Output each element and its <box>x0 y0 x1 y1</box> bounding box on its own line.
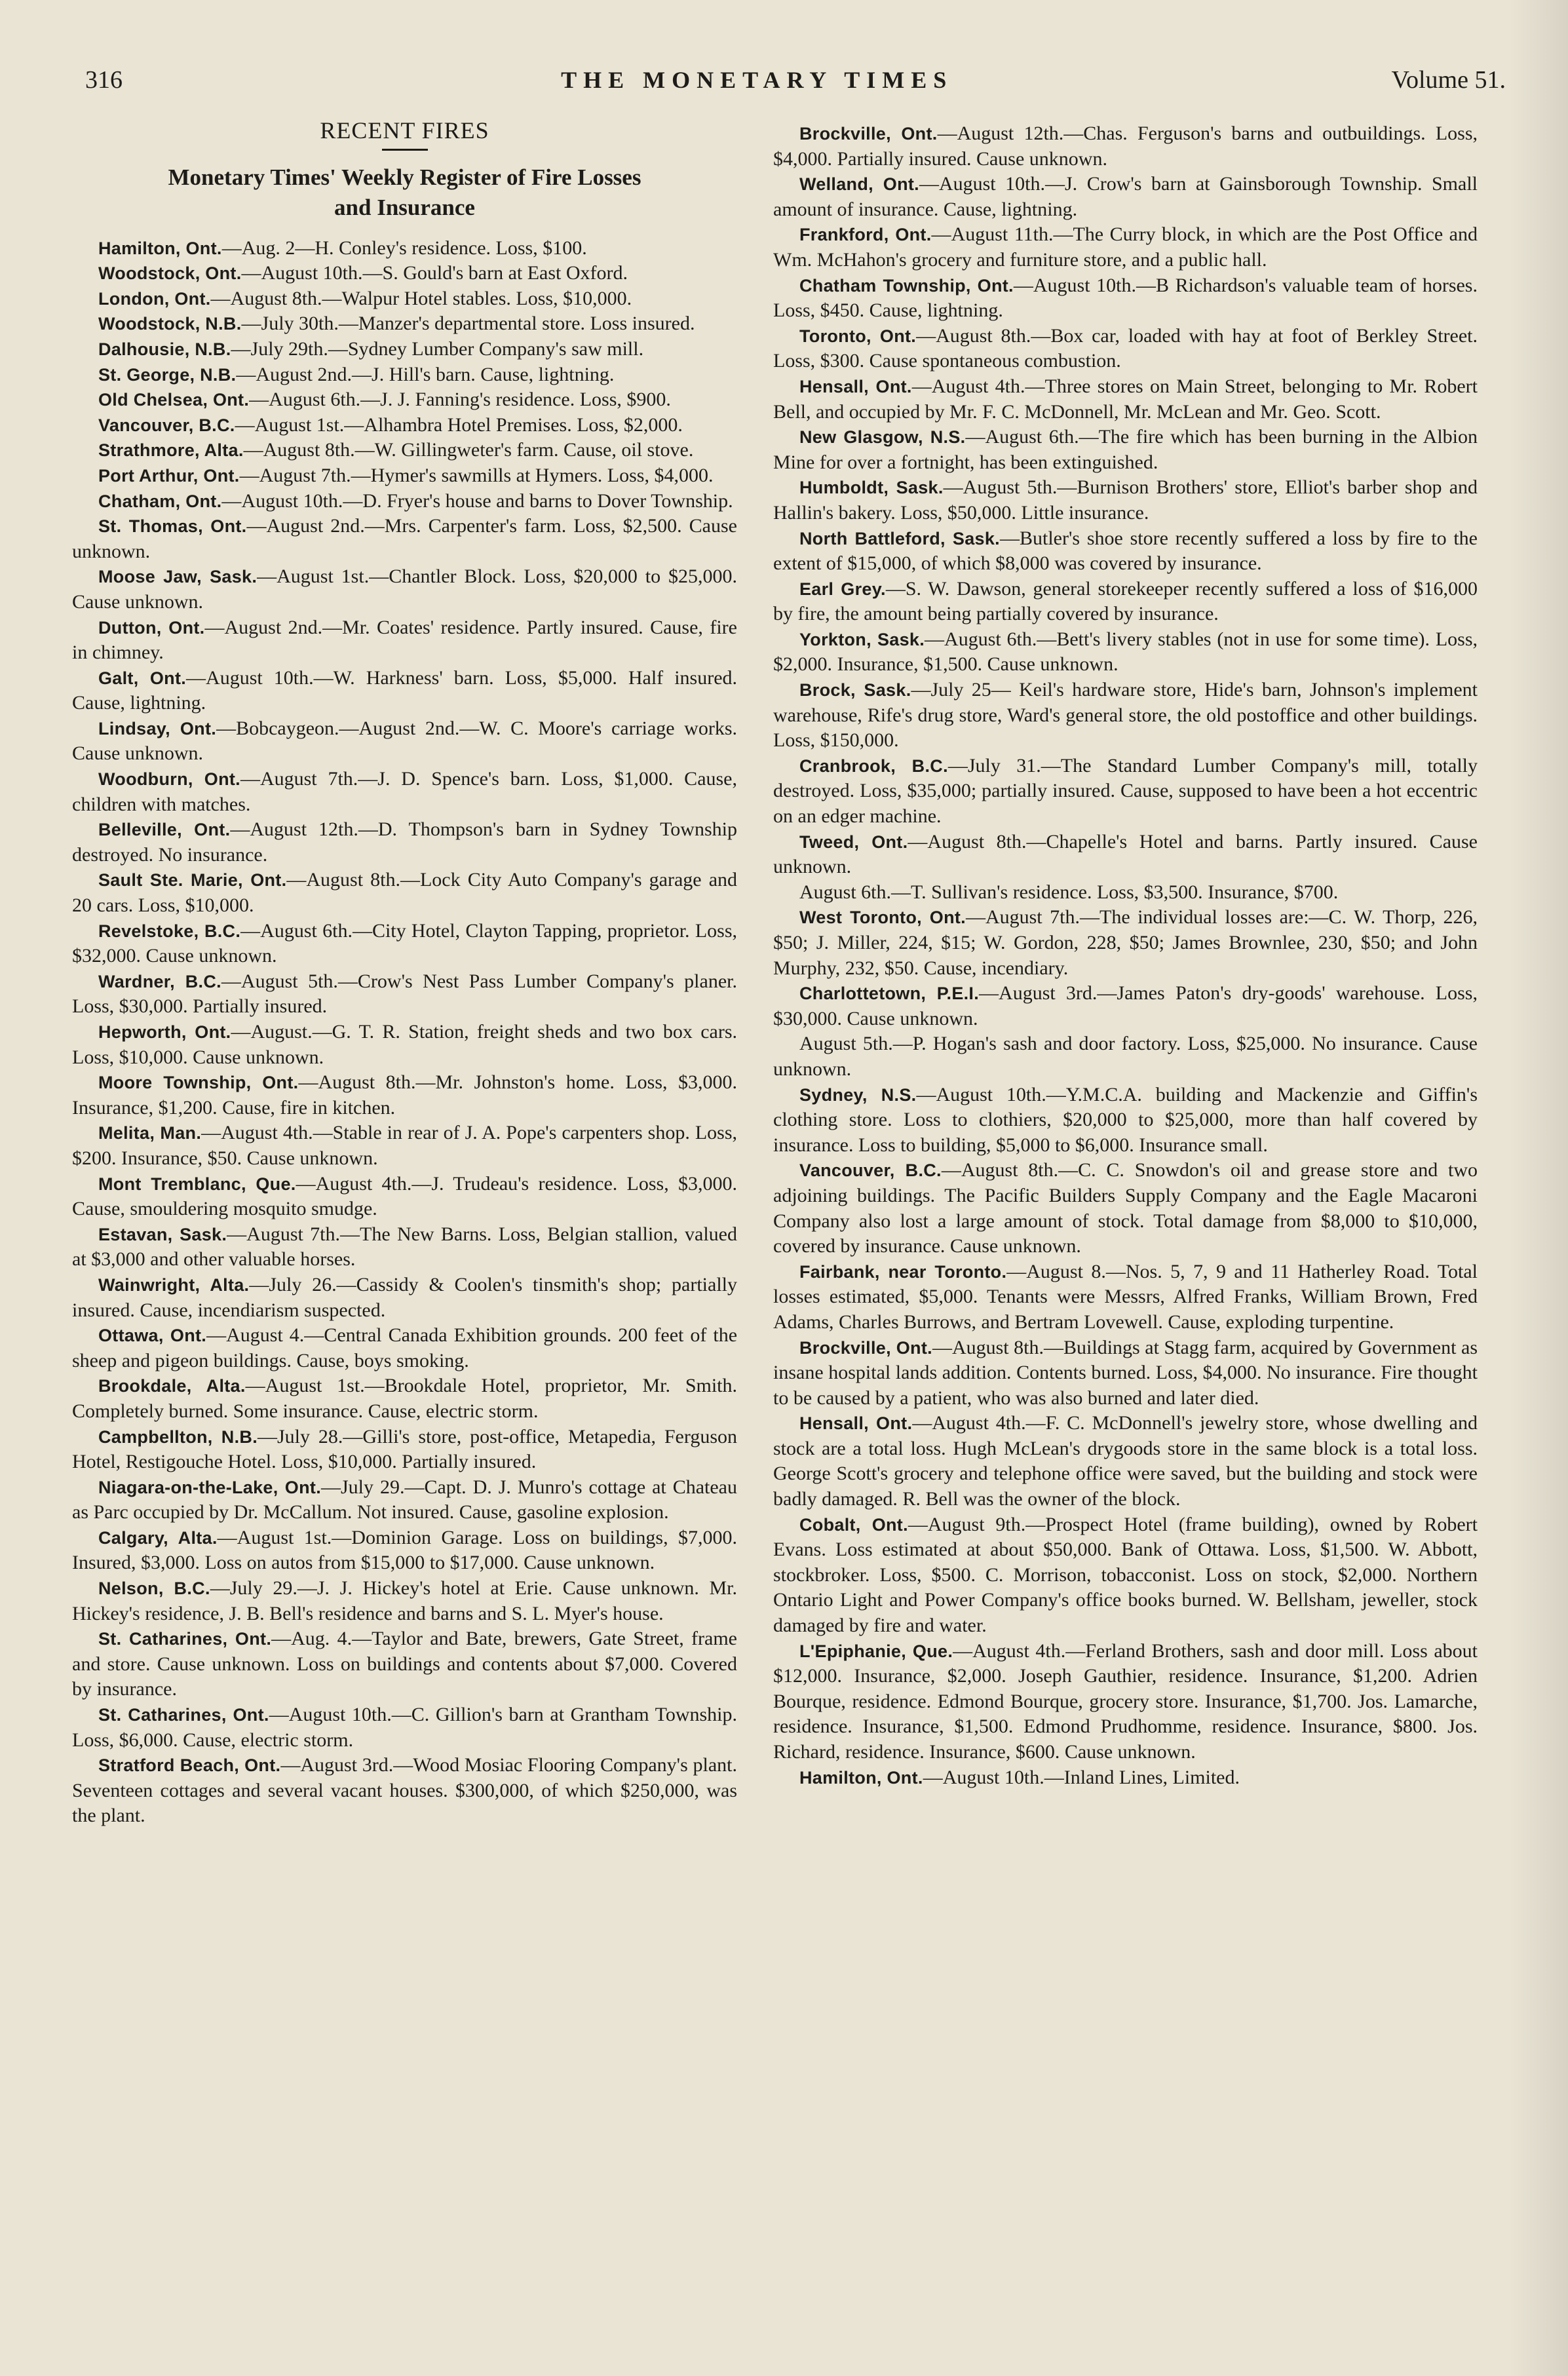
fire-entry <box>72 311 737 337</box>
entry-place: Hensall, Ont. <box>799 376 912 396</box>
fire-entry <box>773 172 1478 222</box>
entry-place: Brookdale, Alta. <box>98 1376 246 1396</box>
entry-details: —August 3rd.—James Paton's dry-goods' warehouse. Loss, $30,000. Cause unknown. <box>773 982 1478 1029</box>
entry-place: Frankford, Ont. <box>799 225 932 245</box>
entry-details: —August.—G. T. R. Station, freight sheds and two box cars. Loss, $10,000. Cause unknown. <box>72 1021 737 1068</box>
entry-details: —August 4th.—Three stores on Main Street, belonging to Mr. Robert Bell, and occupied by Mr. F. C. McDonnell, Mr. McLean and Mr. Geo. Scott. <box>773 375 1478 423</box>
entry-details: —July 29.—J. J. Hickey's hotel at Erie. Cause unknown. Mr. Hickey's residence, J. B. Bell's residence and barns and S. L. Myer's house. <box>72 1577 737 1624</box>
entry-details: —August 6th.—J. J. Fanning's residence. Loss, $900. <box>249 389 671 411</box>
right-column <box>773 121 1478 1790</box>
entry-details: —August 5th.—Crow's Nest Pass Lumber Company's planer. Loss, $30,000. Partially insured. <box>72 970 737 1018</box>
fire-entry <box>72 413 737 438</box>
fire-entry <box>773 981 1478 1031</box>
fire-entry <box>773 374 1478 425</box>
fire-entry <box>72 514 737 564</box>
entry-details: —August 10th.—W. Harkness' barn. Loss, $5,000. Half insured. Cause, lightning. <box>72 666 738 714</box>
fire-entry <box>773 1158 1478 1259</box>
entry-details: —August 1st.—Alhambra Hotel Premises. Loss, $2,000. <box>235 413 683 436</box>
entry-details: —August 8th.—C. C. Snowdon's oil and grease store and two adjoining buildings. The Pacific Builders Supply Company and the Eagle Macaroni Company also lost a large amount of stock. Total damage from $8,000 to $10,000, covered by insurance. Cause unknown. <box>773 1159 1478 1257</box>
fire-entry <box>72 1753 737 1829</box>
entry-details: —August 1st.—Chantler Block. Loss, $20,000 to $25,000. Cause unknown. <box>72 565 737 613</box>
entry-place: St. Catharines, Ont. <box>98 1705 269 1725</box>
entry-place: Welland, Ont. <box>799 174 919 195</box>
entry-details: —August 12th.—D. Thompson's barn in Sydney Township destroyed. No insurance. <box>72 818 737 866</box>
entry-details: —August 8th.—W. Gillingweter's farm. Cause, oil stove. <box>243 439 694 461</box>
fire-entry <box>72 1070 737 1121</box>
entry-details: —August 8th.—Box car, loaded with hay at foot of Berkley Street. Loss, $300. Cause spontaneous combustion. <box>773 324 1478 372</box>
fire-entry <box>72 261 737 286</box>
entry-place: Calgary, Alta. <box>98 1527 218 1548</box>
entry-details: —August 10th.—C. Gillion's barn at Grantham Township. Loss, $6,000. Cause, electric storm. <box>72 1704 737 1751</box>
page-number: 316 <box>85 66 123 94</box>
entry-place: St. George, N.B. <box>98 364 237 385</box>
fire-entry <box>773 121 1478 172</box>
entry-details: —August 10th.—J. Crow's barn at Gainsborough Township. Small amount of insurance. Cause, lightning. <box>773 173 1478 220</box>
entry-place: Toronto, Ont. <box>799 326 917 346</box>
entry-details: —August 9th.—Prospect Hotel (frame building), owned by Robert Evans. Loss estimated at about $50,000. Bank of Ottawa. Loss, $1,500. W. Abbott, stockbroker. Loss, $500. C. Morrison, tobacconist. Loss on stock, $2,000. Northern Ontario Light and Power Company's office books burned. W. Bellsham, jeweller, stock damaged by fire and water. <box>773 1513 1478 1637</box>
entry-details: —July 26.—Cassidy & Coolen's tinsmith's shop; partially insured. Cause, incendiarism suspected. <box>72 1273 738 1321</box>
fire-entry <box>72 489 737 514</box>
fire-entry <box>72 1373 737 1424</box>
entry-place: Chatham, Ont. <box>98 491 222 511</box>
subtitle-line-2: and Insurance <box>334 194 475 220</box>
entry-details: —August 4th.—Ferland Brothers, sash and door mill. Loss about $12,000. Insurance, $2,000. Joseph Gauthier, residence. Insurance, $1,200. Adrien Bourque, residence. Edmond Bourque, grocery store. Insurance, $1,700. Jos. Lamarche, residence. Insurance, $1,500. Edmond Prudhomme, residence. Insurance, $800. Jos. Richard, residence. Insurance, $600. Cause unknown. <box>773 1639 1478 1763</box>
entry-details: —August 3rd.—Wood Mosiac Flooring Company's plant. Seventeen cottages and several vacant houses. $300,000, of which $250,000, was the plant. <box>72 1754 737 1827</box>
entry-place: Fairbank, near Toronto. <box>799 1261 1007 1282</box>
entry-place: Hensall, Ont. <box>799 1413 913 1434</box>
entry-place: Chatham Township, Ont. <box>799 275 1014 296</box>
entry-place: Niagara-on-the-Lake, Ont. <box>98 1477 321 1497</box>
fire-entry <box>72 1273 737 1323</box>
entry-details: —August 8th.—Chapelle's Hotel and barns. Partly insured. Cause unknown. <box>773 830 1478 878</box>
fire-entry <box>72 564 737 615</box>
fire-entry <box>72 1525 737 1576</box>
entry-details: —August 10th.—Y.M.C.A. building and Mackenzie and Giffin's clothing store. Loss to clothiers, $20,000 to $25,000, more than half covered by insurance. Loss to building, $5,000 to $6,000. Insurance small. <box>773 1083 1478 1156</box>
fire-entry <box>72 1475 737 1525</box>
entry-place: St. Thomas, Ont. <box>98 516 247 537</box>
fire-entry <box>72 1626 737 1702</box>
entry-details: —Butler's shoe store recently suffered a loss by fire to the extent of $15,000, of which $8,000 was covered by insurance. <box>773 527 1478 575</box>
entry-details: —August 6th.—Bett's livery stables (not in use for some time). Loss, $2,000. Insurance, $1,500. Cause unknown. <box>773 628 1478 676</box>
journal-title: THE MONETARY TIMES <box>561 67 953 93</box>
fire-entry <box>773 273 1478 324</box>
entry-place: Brockville, Ont. <box>799 124 938 144</box>
entry-details: —July 25— Keil's hardware store, Hide's barn, Johnson's implement warehouse, Rife's drug store, Ward's general store, the old postoffice and other buildings. Loss, $150,000. <box>773 679 1478 752</box>
entry-place: London, Ont. <box>98 288 211 309</box>
entry-place: Cobalt, Ont. <box>799 1514 908 1535</box>
entry-place: Dalhousie, N.B. <box>98 339 231 359</box>
entry-place: New Glasgow, N.S. <box>799 427 966 448</box>
entry-place: Hepworth, Ont. <box>98 1022 231 1042</box>
entry-details: —August 12th.—Chas. Ferguson's barns and outbuildings. Loss, $4,000. Partially insured. Cause unknown. <box>773 123 1478 170</box>
section-title: RECENT FIRES <box>320 117 489 144</box>
fire-entry <box>773 1765 1478 1791</box>
fire-entry <box>773 905 1478 981</box>
title-rule <box>382 149 428 151</box>
entry-place: Hamilton, Ont. <box>98 238 222 258</box>
entry-place: Wardner, B.C. <box>98 971 221 991</box>
entry-place: Moose Jaw, Sask. <box>98 567 258 587</box>
fire-entry <box>72 1702 737 1753</box>
fire-entry <box>72 1576 737 1626</box>
fire-entry <box>72 1323 737 1373</box>
entry-place: Old Chelsea, Ont. <box>98 390 250 410</box>
fire-entry <box>773 754 1478 830</box>
entry-details: —August 1st.—Dominion Garage. Loss on buildings, $7,000. Insured, $3,000. Loss on autos from $15,000 to $17,000. Cause unknown. <box>72 1526 737 1574</box>
fire-entry <box>773 1083 1478 1159</box>
fire-entry <box>773 1259 1478 1335</box>
fire-entry <box>72 969 737 1020</box>
left-column <box>72 111 737 1829</box>
entry-place: Moore Township, Ont. <box>98 1073 299 1093</box>
entry-details: —S. W. Dawson, general storekeeper recently suffered a loss of $16,000 by fire, the amount being partially covered by insurance. <box>773 577 1478 625</box>
entry-details: —August 11th.—The Curry block, in which are the Post Office and Wm. McHahon's grocery and furniture store, and a public hall. <box>773 223 1478 271</box>
entry-details: —August 10th.—B Richardson's valuable team of horses. Loss, $450. Cause, lightning. <box>773 274 1478 322</box>
entry-place: North Battleford, Sask. <box>799 528 1000 548</box>
fire-entry <box>773 1031 1478 1082</box>
fire-entry <box>773 324 1478 374</box>
entry-place: Galt, Ont. <box>98 668 187 688</box>
entry-details: —August 2nd.—Mrs. Carpenter's farm. Loss, $2,500. Cause unknown. <box>72 515 737 562</box>
fire-entry <box>72 236 737 261</box>
entry-place: Strathmore, Alta. <box>98 440 244 461</box>
fire-entry <box>773 830 1478 880</box>
entry-place: Stratford Beach, Ont. <box>98 1755 281 1776</box>
entry-details: —August 10th.—Inland Lines, Limited. <box>923 1766 1240 1788</box>
entry-place: Tweed, Ont. <box>799 832 908 852</box>
entry-details: —July 31.—The Standard Lumber Company's mill, totally destroyed. Loss, $35,000; partially insured. Cause, supposed to have been a hot eccentric on an edger machine. <box>773 754 1478 828</box>
fire-entry <box>72 463 737 489</box>
entry-place: Charlottetown, P.E.I. <box>799 984 980 1004</box>
entry-details: —August 2nd.—J. Hill's barn. Cause, lightning. <box>236 363 615 385</box>
left-fire-list <box>72 236 737 1829</box>
entry-details: —August 4th.—J. Trudeau's residence. Loss, $3,000. Cause, smouldering mosquito smudge. <box>72 1172 737 1220</box>
entry-place: Melita, Man. <box>98 1123 202 1143</box>
entry-place: Yorkton, Sask. <box>799 629 925 649</box>
fire-entry <box>72 286 737 312</box>
entry-place: Dutton, Ont. <box>98 617 205 638</box>
entry-place: Belleville, Ont. <box>98 820 231 840</box>
entry-place: West Toronto, Ont. <box>799 908 966 928</box>
entry-place: L'Epiphanie, Que. <box>799 1641 953 1661</box>
entry-place: Ottawa, Ont. <box>98 1326 207 1346</box>
entry-place: Brock, Sask. <box>799 680 911 700</box>
entry-details: —August 2nd.—Mr. Coates' residence. Partly insured. Cause, fire in chimney. <box>72 616 737 664</box>
running-header <box>85 66 1506 105</box>
page-edge-shadow <box>1509 0 1568 2376</box>
fire-entry <box>773 526 1478 577</box>
entry-place: Port Arthur, Ont. <box>98 465 240 486</box>
entry-details: —August 7th.—The New Barns. Loss, Belgian stallion, valued at $3,000 and other valuable horses. <box>72 1223 737 1271</box>
entry-details: —August 4th.—Stable in rear of J. A. Pope's carpenters shop. Loss, $200. Insurance, $50. Cause unknown. <box>72 1122 737 1169</box>
entry-place: Woodburn, Ont. <box>98 769 240 790</box>
entry-details: —July 29.—Capt. D. J. Munro's cottage at Chateau as Parc occupied by Dr. McCallum. Not insured. Cause, gasoline explosion. <box>72 1476 737 1523</box>
entry-place: Sault Ste. Marie, Ont. <box>98 870 287 891</box>
fire-entry <box>773 425 1478 475</box>
entry-place: St. Catharines, Ont. <box>98 1629 272 1649</box>
fire-entry <box>773 1411 1478 1512</box>
entry-details: —August 8th.—Buildings at Stagg farm, acquired by Government as insane hospital lands addition. Contents burned. Loss, $4,000. No insurance. Fire thought to be caused by a patient, who was also burned and later died. <box>773 1336 1478 1409</box>
entry-details: —August 8th.—Walpur Hotel stables. Loss, $10,000. <box>210 287 632 309</box>
fire-entry <box>72 767 737 817</box>
entry-details: —August 8.—Nos. 5, 7, 9 and 11 Hatherley Road. Total losses estimated, $5,000. Tenants were Messrs, Alfred Franks, William Brown, Fred Adams, Charles Burrows, and Bertram Lovewell. Cause, exploding turpentine. <box>773 1260 1478 1333</box>
entry-place: Sydney, N.S. <box>799 1084 917 1105</box>
entry-details: —August 7th.—Hymer's sawmills at Hymers. Loss, $4,000. <box>239 464 714 486</box>
right-fire-list <box>773 121 1478 1790</box>
entry-details: —August 5th.—Burnison Brothers' store, Elliot's barber shop and Hallin's bakery. Loss, $50,000. Little insurance. <box>773 476 1478 524</box>
entry-place: Cranbrook, B.C. <box>799 756 948 776</box>
fire-entry <box>773 577 1478 627</box>
entry-place: Nelson, B.C. <box>98 1579 210 1599</box>
entry-details: —August 8th.—Mr. Johnston's home. Loss, $3,000. Insurance, $1,200. Cause, fire in kitchen. <box>72 1071 737 1119</box>
entry-place: Estavan, Sask. <box>98 1224 227 1244</box>
entry-details: —Aug. 4.—Taylor and Bate, brewers, Gate Street, frame and store. Cause unknown. Loss on buildings and contents about $7,000. Covered by insurance. <box>72 1628 737 1700</box>
fire-entry <box>72 919 737 969</box>
fire-entry <box>72 1020 737 1070</box>
fire-entry <box>72 362 737 388</box>
fire-entry <box>72 387 737 413</box>
subtitle-line-1: Monetary Times' Weekly Register of Fire Losses <box>168 164 641 190</box>
entry-details: —Aug. 2—H. Conley's residence. Loss, $100. <box>221 237 587 259</box>
fire-entry <box>773 1512 1478 1639</box>
fire-entry <box>72 1121 737 1171</box>
entry-details: —August 1st.—Brookdale Hotel, proprietor, Mr. Smith. Completely burned. Some insurance. Cause, electric storm. <box>72 1375 738 1422</box>
fire-entry <box>773 475 1478 526</box>
entry-details: —August 4th.—F. C. McDonnell's jewelry store, whose dwelling and stock are a total loss. Hugh McLean's drygoods store in the same block is a total loss. George Scott's grocery and telephone office were saved, but the building and stock were badly damaged. R. Bell was the owner of the block. <box>773 1412 1478 1510</box>
fire-entry <box>773 222 1478 273</box>
entry-details: —August 10th.—S. Gould's barn at East Oxford. <box>241 262 628 284</box>
entry-place: Earl Grey. <box>799 579 886 599</box>
entry-details: —July 29th.—Sydney Lumber Company's saw mill. <box>231 337 644 360</box>
entry-details: —August 8th.—Lock City Auto Company's garage and 20 cars. Loss, $10,000. <box>72 869 738 917</box>
fire-entry <box>773 627 1478 678</box>
entry-details: —August 4.—Central Canada Exhibition grounds. 200 feet of the sheep and pigeon buildings. Cause, boys smoking. <box>72 1324 738 1371</box>
fire-entry <box>72 337 737 362</box>
entry-details: —July 28.—Gilli's store, post-office, Metapedia, Ferguson Hotel, Restigouche Hotel. Loss, $10,000. Partially insured. <box>72 1425 737 1473</box>
fire-entry <box>72 615 737 666</box>
entry-place: Lindsay, Ont. <box>98 718 217 738</box>
entry-details: —Bobcaygeon.—August 2nd.—W. C. Moore's carriage works. Cause unknown. <box>72 717 738 765</box>
entry-details: —August 6th.—City Hotel, Clayton Tapping, proprietor. Loss, $32,000. Cause unknown. <box>72 919 737 967</box>
entry-place: Brockville, Ont. <box>799 1337 932 1358</box>
fire-entry <box>773 1639 1478 1765</box>
entry-place: Humboldt, Sask. <box>799 478 944 498</box>
fire-entry <box>72 1222 737 1273</box>
entry-place: Woodstock, Ont. <box>98 263 242 284</box>
fire-entry <box>773 678 1478 754</box>
fire-entry <box>72 666 737 716</box>
fire-entry <box>72 1425 737 1475</box>
entry-place: Wainwright, Alta. <box>98 1274 250 1295</box>
fire-entry <box>72 1172 737 1222</box>
entry-place: Mont Tremblanc, Que. <box>98 1174 296 1194</box>
entry-details: —August 10th.—D. Fryer's house and barns to Dover Township. <box>221 489 733 512</box>
volume-label: Volume 51. <box>1391 66 1506 94</box>
entry-place: Vancouver, B.C. <box>98 415 235 435</box>
entry-place: Vancouver, B.C. <box>799 1160 942 1181</box>
fire-entry <box>72 716 737 767</box>
entry-details: —August 6th.—The fire which has been burning in the Albion Mine for over a fortnight, has been extinguished. <box>773 426 1478 473</box>
entry-place: Revelstoke, B.C. <box>98 921 241 941</box>
fire-entry <box>773 1335 1478 1411</box>
fire-entry <box>72 438 737 463</box>
entry-details: —August 7th.—The individual losses are:—C. W. Thorp, 226, $50; J. Miller, 224, $15; W. Gordon, 228, $50; James Brownlee, 230, $50; and John Murphy, 232, $50. Cause, incendiary. <box>773 906 1478 979</box>
section-subtitle <box>72 163 737 223</box>
entry-details: —July 30th.—Manzer's departmental store. Loss insured. <box>241 313 695 335</box>
fire-entry <box>773 880 1478 906</box>
entry-details: August 6th.—T. Sullivan's residence. Loss, $3,500. Insurance, $700. <box>799 881 1339 903</box>
fire-entry <box>72 817 737 868</box>
entry-details: —August 7th.—J. D. Spence's barn. Loss, $1,000. Cause, children with matches. <box>72 768 737 815</box>
entry-place: Campbellton, N.B. <box>98 1427 258 1447</box>
entry-details: August 5th.—P. Hogan's sash and door factory. Loss, $25,000. No insurance. Cause unknown. <box>773 1033 1478 1080</box>
fire-entry <box>72 868 737 918</box>
entry-place: Woodstock, N.B. <box>98 314 242 334</box>
entry-place: Hamilton, Ont. <box>799 1767 923 1788</box>
